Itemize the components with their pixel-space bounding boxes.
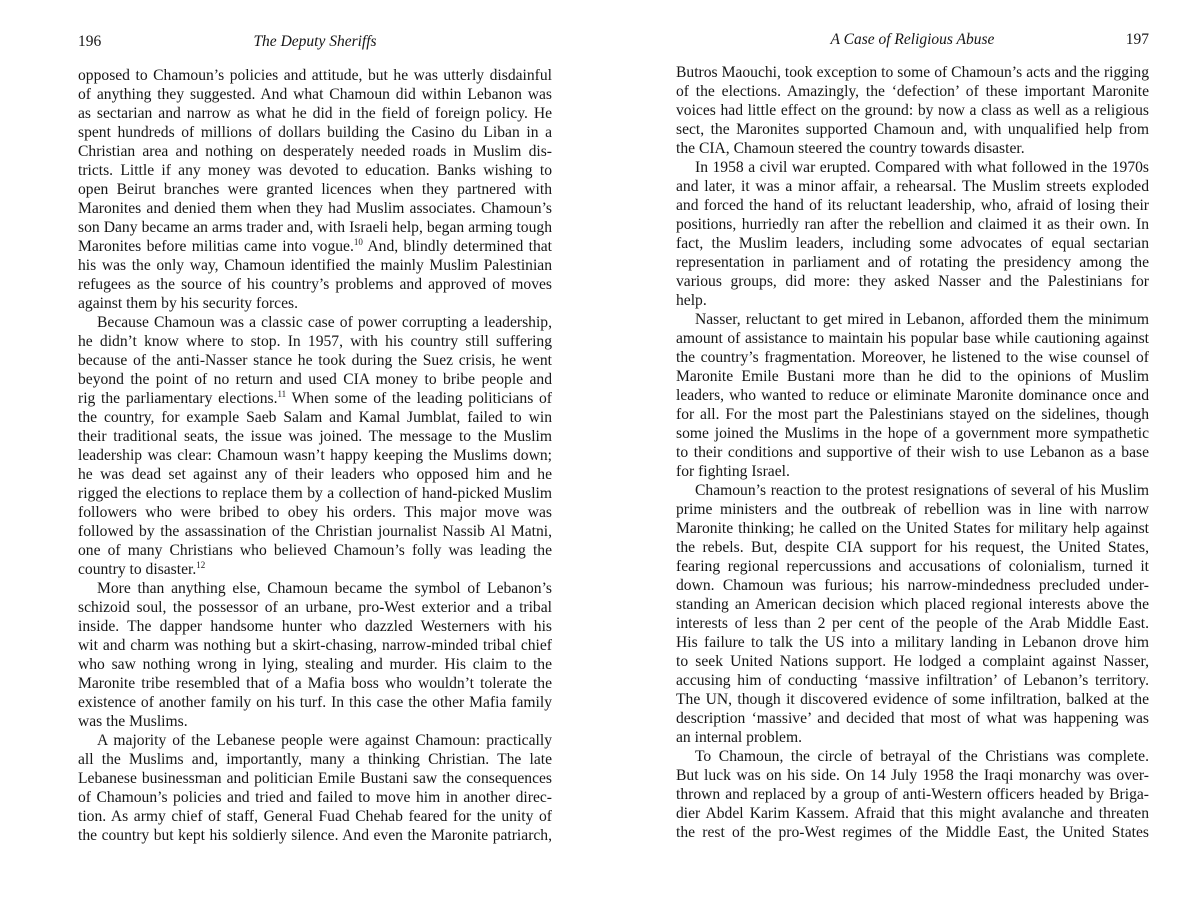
text-line <box>676 386 1149 405</box>
text-segment: dier Abdel Karim Kassem. Afraid that this might avalanche and threaten <box>676 805 1149 822</box>
text-line <box>676 576 1149 595</box>
text-segment: was the Muslims. <box>78 713 188 730</box>
text-line <box>676 101 1149 120</box>
text-segment: Because Chamoun was a classic case of power corrupting a leadership, <box>97 314 552 331</box>
text-line <box>676 728 1149 747</box>
text-line <box>78 389 552 408</box>
text-segment: description ‘massive’ and decided that most of what was happening was <box>676 710 1149 727</box>
text-segment: one of many Christians who believed Chamoun’s folly was leading the <box>78 542 552 559</box>
text-line <box>78 674 552 693</box>
text-segment: schizoid soul, the possessor of an urbane, pro-West exterior and a tribal <box>78 599 552 616</box>
text-segment: amount of assistance to maintain his popular base while cautioning against <box>676 330 1149 347</box>
text-line <box>78 104 552 123</box>
text-segment: rigged the elections to replace them by a collection of hand-picked Muslim <box>78 485 552 502</box>
footnote-reference: 10 <box>353 237 363 247</box>
text-segment: voices had little effect on the ground: by now a class as well as a religious <box>676 102 1149 119</box>
text-line <box>78 655 552 674</box>
body-text-right <box>676 63 1149 842</box>
text-segment: the CIA, Chamoun steered the country towards disaster. <box>676 140 1025 157</box>
text-segment: beyond the point of no return and used CIA money to bribe people and <box>78 371 552 388</box>
text-line <box>676 766 1149 785</box>
text-line <box>78 142 552 161</box>
text-segment: In 1958 a civil war erupted. Compared with what followed in the 1970s <box>695 159 1149 176</box>
text-line <box>676 82 1149 101</box>
footnote-reference: 11 <box>277 389 287 399</box>
text-segment: Nasser, reluctant to get mired in Lebanon, afforded them the minimum <box>695 311 1149 328</box>
text-line <box>78 85 552 104</box>
text-line <box>676 405 1149 424</box>
text-line <box>676 329 1149 348</box>
text-line <box>78 351 552 370</box>
text-line <box>78 522 552 541</box>
text-line <box>676 158 1149 177</box>
text-segment: to their conditions and supportive of their wish to use Lebanon as a base <box>676 444 1149 461</box>
text-line <box>78 370 552 389</box>
text-line <box>78 826 552 845</box>
text-line <box>676 823 1149 842</box>
text-line <box>676 215 1149 234</box>
text-segment: Christian area and nothing on desperately needed roads in Muslim dis- <box>78 143 552 160</box>
text-segment: refugees as the source of his country’s problems and approved of moves <box>78 276 552 293</box>
text-segment: inside. The dapper handsome hunter who dazzled Westerners with his <box>78 618 552 635</box>
text-line <box>78 807 552 826</box>
text-line <box>676 557 1149 576</box>
text-line <box>78 579 552 598</box>
text-segment: followers who were bribed to obey his orders. This major move was <box>78 504 552 521</box>
text-line <box>676 139 1149 158</box>
text-segment: of anything they suggested. And what Chamoun did within Lebanon was <box>78 86 552 103</box>
text-segment: leadership was clear: Chamoun wasn’t happy keeping the Muslims down; <box>78 447 552 464</box>
text-segment: accusing him of conducting ‘massive infiltration’ of Lebanon’s territory. <box>676 672 1149 689</box>
text-segment: the country but kept his soldierly silence. And even the Maronite patriarch, <box>78 827 552 844</box>
text-line <box>676 367 1149 386</box>
text-line <box>676 424 1149 443</box>
text-segment: thrown and replaced by a group of anti-Western officers headed by Briga- <box>676 786 1149 803</box>
text-line <box>676 804 1149 823</box>
text-segment: down. Chamoun was furious; his narrow-mindedness precluded under- <box>676 577 1149 594</box>
text-line <box>676 272 1149 291</box>
text-line <box>78 541 552 560</box>
text-line <box>676 633 1149 652</box>
text-segment: the country, for example Saeb Salam and Kamal Jumblat, failed to win <box>78 409 552 426</box>
text-line <box>78 408 552 427</box>
text-segment: as sectarian and narrow as what he did in the field of foreign policy. He <box>78 105 552 122</box>
text-segment: positions, hurriedly ran after the rebellion and claimed it as their own. In <box>676 216 1149 233</box>
chapter-title: The Deputy Sheriffs <box>253 33 377 50</box>
text-line <box>676 519 1149 538</box>
text-segment: country to disaster. <box>78 561 197 578</box>
text-segment: fact, the Muslim leaders, including some advocates of equal sectarian <box>676 235 1149 252</box>
text-line <box>78 218 552 237</box>
text-segment: followed by the assassination of the Christian journalist Nassib Al Matni, <box>78 523 552 540</box>
text-segment: His failure to talk the US into a military landing in Lebanon drove him <box>676 634 1149 651</box>
text-line <box>676 538 1149 557</box>
text-line <box>78 465 552 484</box>
text-line <box>676 348 1149 367</box>
text-line <box>676 310 1149 329</box>
text-segment: representation in parliament and of rotating the presidency among the <box>676 254 1149 271</box>
text-line <box>676 196 1149 215</box>
text-segment: of Chamoun’s policies and tried and failed to move him in another direc- <box>78 789 552 806</box>
text-line <box>78 256 552 275</box>
text-line <box>78 598 552 617</box>
text-segment: of the elections. Amazingly, the ‘defection’ of these important Maronite <box>676 83 1149 100</box>
text-line <box>676 500 1149 519</box>
text-segment: sect, the Maronites supported Chamoun and, with unqualified help from <box>676 121 1149 138</box>
text-segment: he didn’t know where to stop. In 1957, with his country still suffering <box>78 333 552 350</box>
text-segment: their traditional seats, the issue was joined. The message to the Muslim <box>78 428 552 445</box>
chapter-title: A Case of Religious Abuse <box>830 31 995 48</box>
text-line <box>78 275 552 294</box>
text-segment: his was the only way, Chamoun identified the mainly Muslim Palestinian <box>78 257 552 274</box>
text-line <box>78 750 552 769</box>
running-head-left <box>78 30 552 52</box>
text-segment: When some of the leading politicians of <box>286 390 552 407</box>
text-line <box>676 785 1149 804</box>
text-segment: the rebels. But, despite CIA support for his request, the United States, <box>676 539 1149 556</box>
text-line <box>78 693 552 712</box>
text-segment: to seek United Nations support. He lodged a complaint against Nasser, <box>676 653 1149 670</box>
text-line <box>78 294 552 313</box>
text-segment: Maronite thinking; he called on the United States for military help against <box>676 520 1149 537</box>
text-segment: rig the parliamentary elections. <box>78 390 278 407</box>
text-line <box>676 291 1149 310</box>
text-segment: Maronites and denied them when they had Muslim associates. Chamoun’s <box>78 200 552 217</box>
text-segment: Maronites before militias came into vogue. <box>78 238 354 255</box>
text-line <box>78 484 552 503</box>
text-line <box>78 446 552 465</box>
text-segment: Chamoun’s reaction to the protest resignations of several of his Muslim <box>695 482 1149 499</box>
text-line <box>676 234 1149 253</box>
text-segment: wit and charm was nothing but a skirt-chasing, narrow-minded tribal chief <box>78 637 552 654</box>
text-segment: and later, it was a minor affair, a rehearsal. The Muslim streets exploded <box>676 178 1149 195</box>
text-segment: existence of another family on his turf. In this case the other Mafia family <box>78 694 552 711</box>
page-number: 196 <box>78 33 102 50</box>
text-line <box>78 427 552 446</box>
text-line <box>676 462 1149 481</box>
text-segment: an internal problem. <box>676 729 803 746</box>
text-segment: for fighting Israel. <box>676 463 790 480</box>
text-segment: the country’s fragmentation. Moreover, he listened to the wise counsel of <box>676 349 1149 366</box>
text-line <box>78 180 552 199</box>
text-segment: tricts. Little if any money was devoted to education. Banks wishing to <box>78 162 552 179</box>
text-segment: opposed to Chamoun’s policies and attitude, but he was utterly disdainful <box>78 67 552 84</box>
left-page <box>0 0 597 898</box>
text-line <box>78 123 552 142</box>
text-line <box>78 503 552 522</box>
text-segment: standing an American decision which placed regional interests above the <box>676 596 1149 613</box>
text-line <box>78 332 552 351</box>
text-segment: And, blindly determined that <box>362 238 553 255</box>
page-number: 197 <box>1125 31 1149 48</box>
text-line <box>78 237 552 256</box>
text-line <box>676 652 1149 671</box>
text-line <box>676 614 1149 633</box>
footnote-reference: 12 <box>196 560 206 570</box>
text-line <box>676 63 1149 82</box>
text-segment: tion. As army chief of staff, General Fuad Chehab feared for the unity of <box>78 808 552 825</box>
text-line <box>676 709 1149 728</box>
text-line <box>676 747 1149 766</box>
text-segment: But luck was on his side. On 14 July 1958 the Iraqi monarchy was over- <box>676 767 1149 784</box>
text-segment: interests of less than 2 per cent of the people of the Arab Middle East. <box>676 615 1149 632</box>
text-line <box>78 788 552 807</box>
text-segment: all the Muslims and, importantly, many a thinking Christian. The late <box>78 751 552 768</box>
text-line <box>78 313 552 332</box>
right-page <box>597 0 1195 898</box>
text-line <box>78 636 552 655</box>
text-segment: various groups, did more: they asked Nasser and the Palestinians for <box>676 273 1149 290</box>
text-line <box>78 66 552 85</box>
text-segment: some joined the Muslims in the hope of a government more sympathetic <box>676 425 1149 442</box>
text-segment: Lebanese businessman and politician Emile Bustani saw the consequences <box>78 770 552 787</box>
text-line <box>78 161 552 180</box>
text-segment: A majority of the Lebanese people were against Chamoun: practically <box>97 732 552 749</box>
text-line <box>676 481 1149 500</box>
text-segment: he was dead set against any of their leaders who opposed him and he <box>78 466 552 483</box>
text-line <box>676 690 1149 709</box>
text-segment: leaders, who wanted to reduce or eliminate Maronite dominance once and <box>676 387 1149 404</box>
text-segment: The UN, though it discovered evidence of some infiltration, balked at the <box>676 691 1149 708</box>
text-segment: son Dany became an arms trader and, with Israeli help, began arming tough <box>78 219 552 236</box>
text-segment: help. <box>676 292 707 309</box>
text-line <box>78 560 552 579</box>
text-segment: because of the anti-Nasser stance he took during the Suez crisis, he went <box>78 352 552 369</box>
text-line <box>78 731 552 750</box>
text-line <box>676 595 1149 614</box>
text-segment: spent hundreds of millions of dollars building the Casino du Liban in a <box>78 124 552 141</box>
text-segment: Butros Maouchi, took exception to some of Chamoun’s acts and the rigging <box>676 64 1149 81</box>
text-segment: Maronite tribe resembled that of a Mafia boss who wouldn’t tolerate the <box>78 675 552 692</box>
text-line <box>78 617 552 636</box>
text-line <box>676 671 1149 690</box>
text-segment: fearing regional repercussions and accusations of colonialism, turned it <box>676 558 1149 575</box>
text-line <box>78 199 552 218</box>
text-line <box>78 712 552 731</box>
text-segment: open Beirut branches were granted licences when they partnered with <box>78 181 552 198</box>
text-segment: against them by his security forces. <box>78 295 298 312</box>
text-line <box>78 769 552 788</box>
text-line <box>676 253 1149 272</box>
text-segment: for all. For the most part the Palestinians stayed on the sidelines, though <box>676 406 1149 423</box>
text-segment: prime ministers and the outbreak of rebellion was in line with narrow <box>676 501 1149 518</box>
text-segment: who saw nothing wrong in lying, stealing and murder. His claim to the <box>78 656 552 673</box>
text-segment: More than anything else, Chamoun became the symbol of Lebanon’s <box>97 580 552 597</box>
text-segment: and forced the hand of its reluctant leadership, who, afraid of losing their <box>676 197 1149 214</box>
body-text-left <box>78 66 552 845</box>
text-line <box>676 177 1149 196</box>
text-line <box>676 443 1149 462</box>
text-segment: To Chamoun, the circle of betrayal of the Christians was complete. <box>695 748 1149 765</box>
text-line <box>676 120 1149 139</box>
text-segment: the rest of the pro-West regimes of the Middle East, the United States <box>676 824 1149 841</box>
running-head-right <box>676 28 1149 50</box>
text-segment: Maronite Emile Bustani more than he did to the opinions of Muslim <box>676 368 1149 385</box>
